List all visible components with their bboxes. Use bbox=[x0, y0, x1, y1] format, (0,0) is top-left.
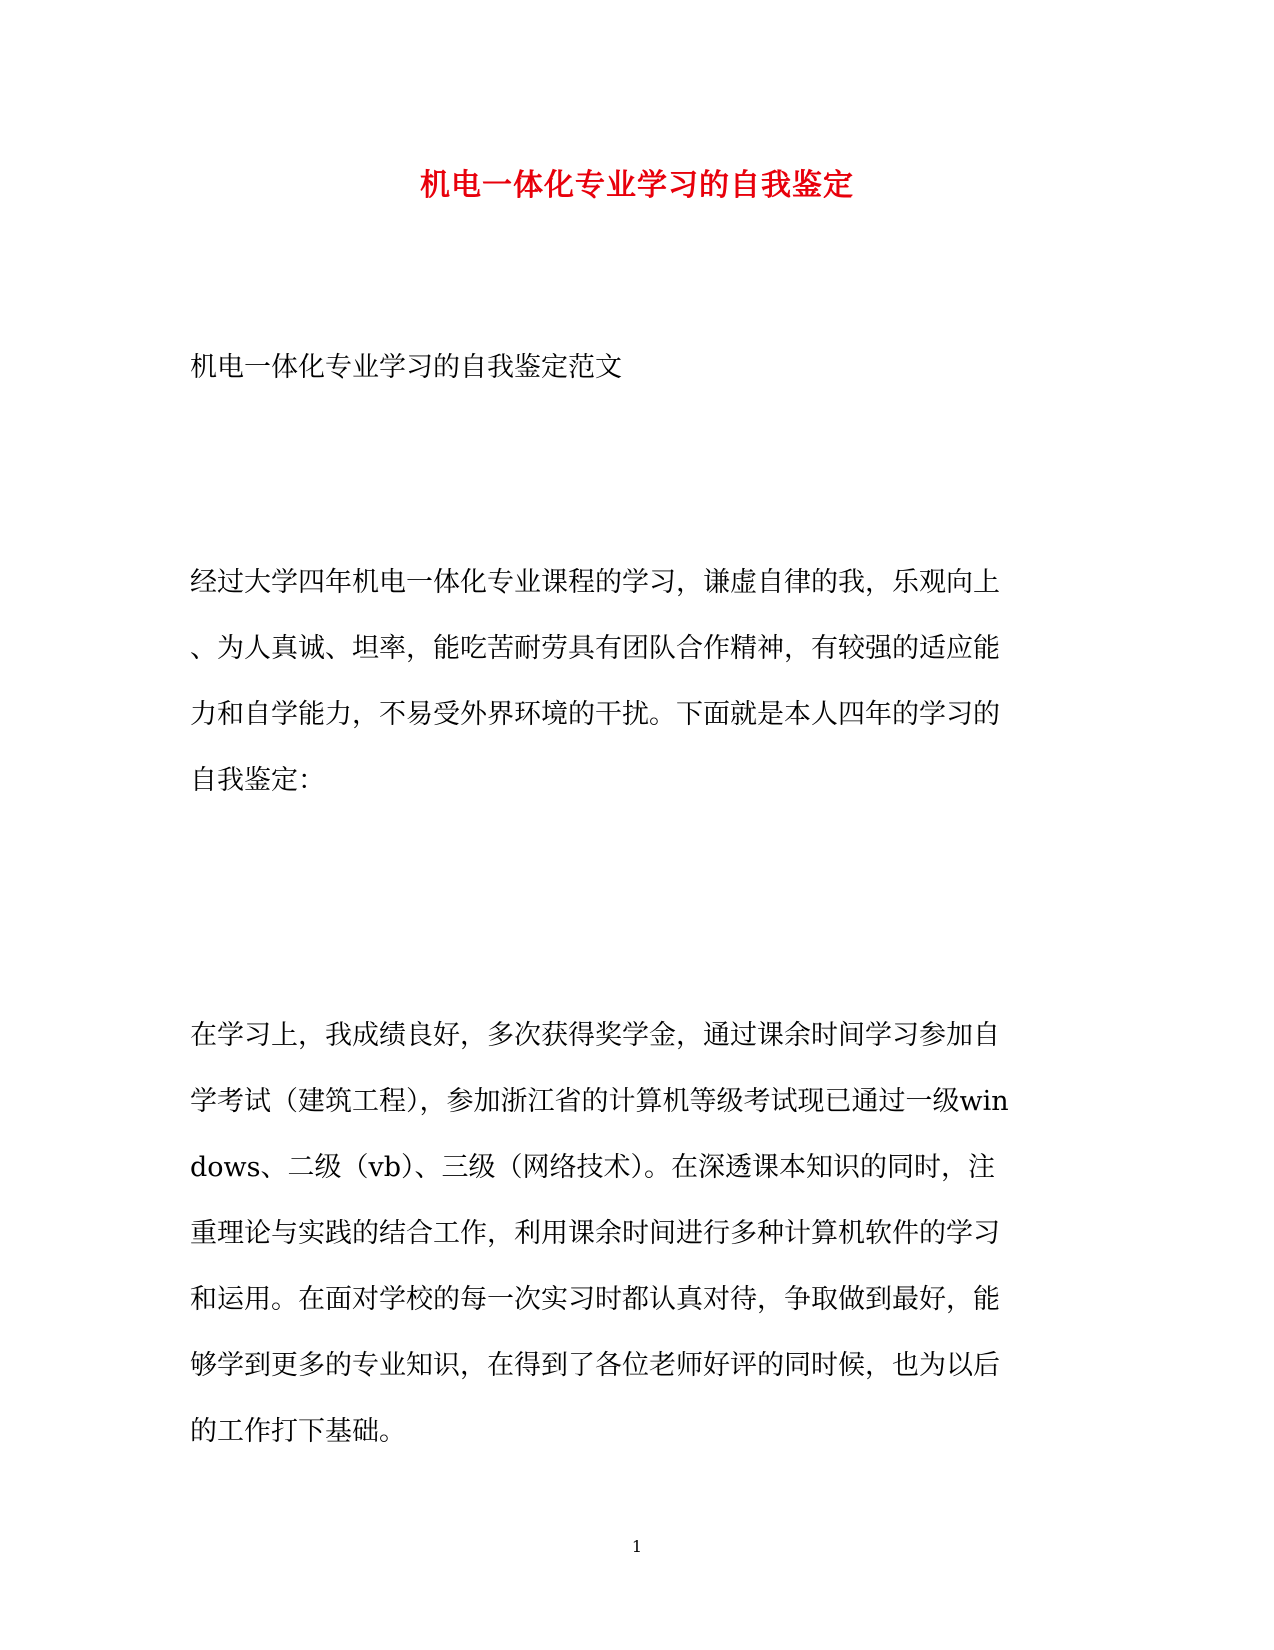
paragraph-line: 够学到更多的专业知识，在得到了各位老师好评的同时候，也为以后 bbox=[190, 1350, 1000, 1381]
paragraph-line: 和运用。在面对学校的每一次实习时都认真对待，争取做到最好，能 bbox=[190, 1284, 1000, 1315]
paragraph-line: 经过大学四年机电一体化专业课程的学习，谦虚自律的我，乐观向上 bbox=[190, 567, 1000, 598]
document-subtitle: 机电一体化专业学习的自我鉴定范文 bbox=[190, 352, 622, 383]
paragraph-2 bbox=[190, 1003, 1090, 1465]
document-title: 机电一体化专业学习的自我鉴定 bbox=[420, 168, 854, 203]
paragraph-line: 学考试（建筑工程），参加浙江省的计算机等级考试现已通过一级win bbox=[190, 1086, 1009, 1117]
paragraph-line: 、为人真诚、坦率，能吃苦耐劳具有团队合作精神，有较强的适应能 bbox=[190, 633, 1000, 664]
paragraph-line: 的工作打下基础。 bbox=[190, 1416, 406, 1447]
paragraph-line: 自我鉴定： bbox=[190, 765, 325, 796]
paragraph-line: 力和自学能力，不易受外界环境的干扰。下面就是本人四年的学习的 bbox=[190, 699, 1000, 730]
paragraph-line: 重理论与实践的结合工作，利用课余时间进行多种计算机软件的学习 bbox=[190, 1218, 1000, 1249]
paragraph-line: 在学习上，我成绩良好，多次获得奖学金，通过课余时间学习参加自 bbox=[190, 1020, 1000, 1051]
page-number: 1 bbox=[631, 1537, 643, 1556]
paragraph-1 bbox=[190, 550, 1090, 814]
paragraph-line: dows、二级（vb）、三级（网络技术）。在深透课本知识的同时，注 bbox=[190, 1152, 996, 1183]
